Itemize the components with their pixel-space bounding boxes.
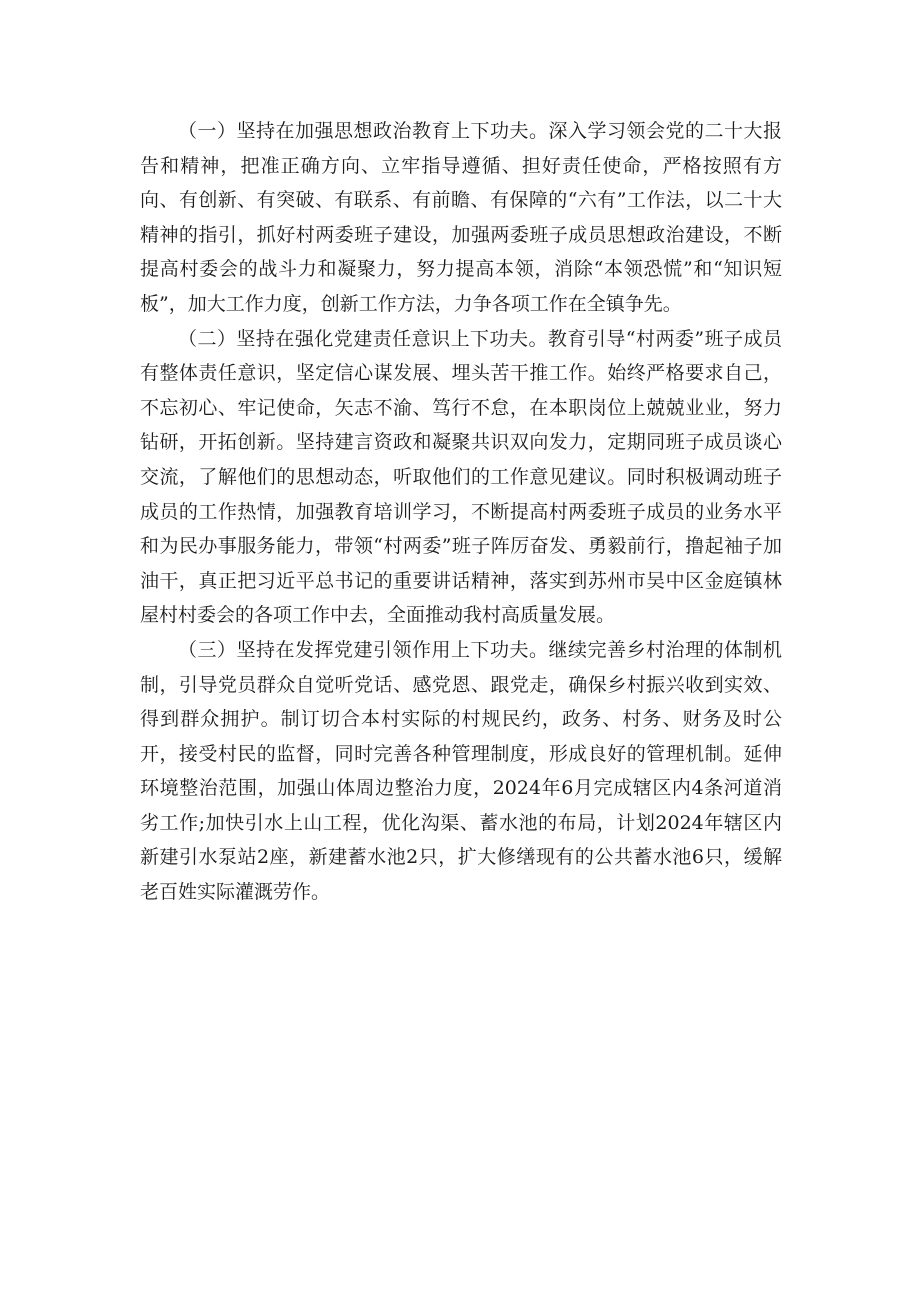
paragraph-1: （一）坚持在加强思想政治教育上下功夫。深入学习领会党的二十大报告和精神，把准正确方向、立牢指导遵循、担好责任使命，严格按照有方向、有创新、有突破、有联系、有前瞻、有保障的“六有”工作法，以二十大精神的指引，抓好村两委班子建设，加强两委班子成员思想政治建设，不断提高村委会的战斗力和凝聚力，努力提高本领，消除“本领恐慌”和“知识短板”，加大工作力度，创新工作方法，力争各项工作在全镇争先。 <box>140 120 782 315</box>
document-body <box>140 114 782 910</box>
paragraph-3: （三）坚持在发挥党建引领作用上下功夫。继续完善乡村治理的体制机制，引导党员群众自觉听党话、感党恩、跟党走，确保乡村振兴收到实效、得到群众拥护。制订切合本村实际的村规民约，政务、村务、财务及时公开，接受村民的监督，同时完善各种管理制度，形成良好的管理机制。延伸环境整治范围，加强山体周边整治力度，2024年6月完成辖区内4条河道消劣工作;加快引水上山工程，优化沟渠、蓄水池的布局，计划2024年辖区内新建引水泵站2座，新建蓄水池2只，扩大修缮现有的公共蓄水池6只，缓解老百姓实际灌溉劳作。 <box>140 638 782 904</box>
paragraph-2: （二）坚持在强化党建责任意识上下功夫。教育引导“村两委”班子成员有整体责任意识，坚定信心谋发展、埋头苦干推工作。始终严格要求自己，不忘初心、牢记使命，矢志不渝、笃行不怠，在本职岗位上兢兢业业，努力钻研，开拓创新。坚持建言资政和凝聚共识双向发力，定期同班子成员谈心交流，了解他们的思想动态，听取他们的工作意见建议。同时积极调动班子成员的工作热情，加强教育培训学习，不断提高村两委班子成员的业务水平和为民办事服务能力，带领“村两委”班子阵厉奋发、勇毅前行，撸起袖子加油干，真正把习近平总书记的重要讲话精神，落实到苏州市吴中区金庭镇林屋村村委会的各项工作中去，全面推动我村高质量发展。 <box>140 327 782 627</box>
